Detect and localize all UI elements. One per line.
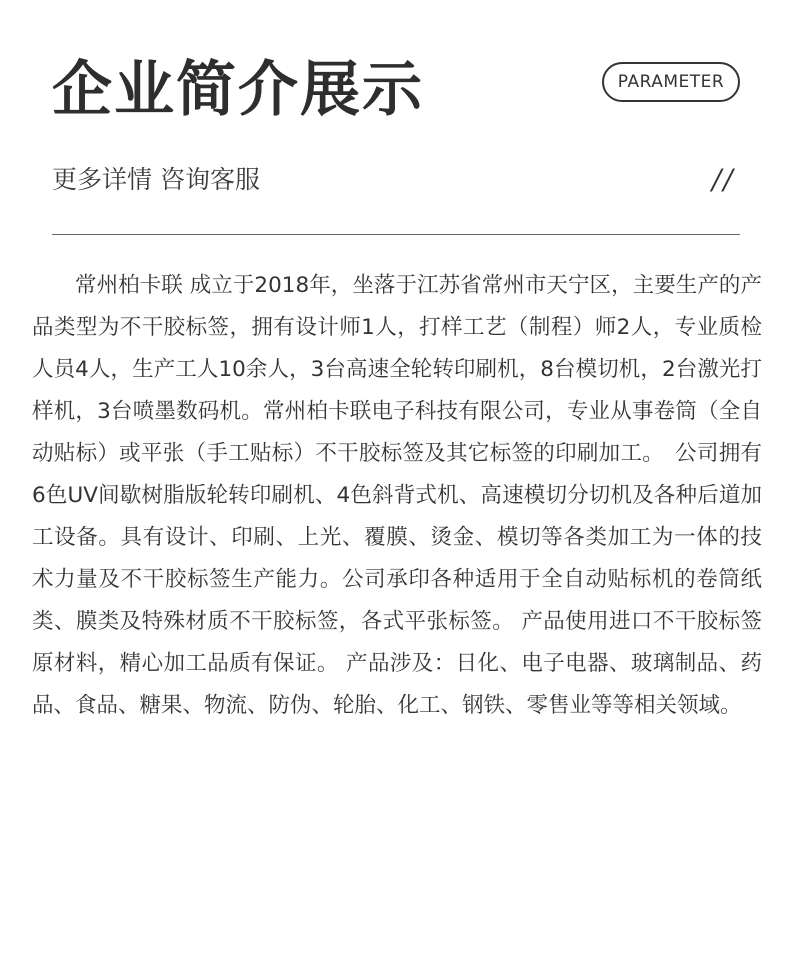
header-divider xyxy=(52,234,740,235)
double-slash-icon: // xyxy=(712,163,735,196)
parameter-badge: PARAMETER xyxy=(602,62,740,102)
company-intro-paragraph: 常州柏卡联 成立于2018年，坐落于江苏省常州市天宁区，主要生产的产品类型为不干胶标签，拥有设计师1人，打样工艺（制程）师2人，专业质检人员4人，生产工人10余人，3台高速全轮转印刷机，8台模切机，2台激光打样机，3台喷墨数码机。常州柏卡联电子科技有限公司，专业从事卷筒（全自动贴标）或平张（手工贴标）不干胶标签及其它标签的印刷加工。 公司拥有6色UV间歇树脂版轮转印刷机、4色斜背式机、高速模切分切机及各种后道加工设备。具有设计、印刷、上光、覆膜、烫金、模切等各类加工为一体的技术力量及不干胶标签生产能力。公司承印各种适用于全自动贴标机的卷筒纸类、膜类及特殊材质不干胶标签，各式平张标签。 产品使用进口不干胶标签原材料，精心加工品质有保证。 产品涉及：日化、电子电器、玻璃制品、药品、食品、糖果、物流、防伪、轮胎、化工、钢铁、零售业等等相关领域。 xyxy=(32,273,762,718)
page-subtitle: 更多详情 咨询客服 xyxy=(52,165,260,194)
page-title: 企业简介展示 xyxy=(52,55,424,125)
